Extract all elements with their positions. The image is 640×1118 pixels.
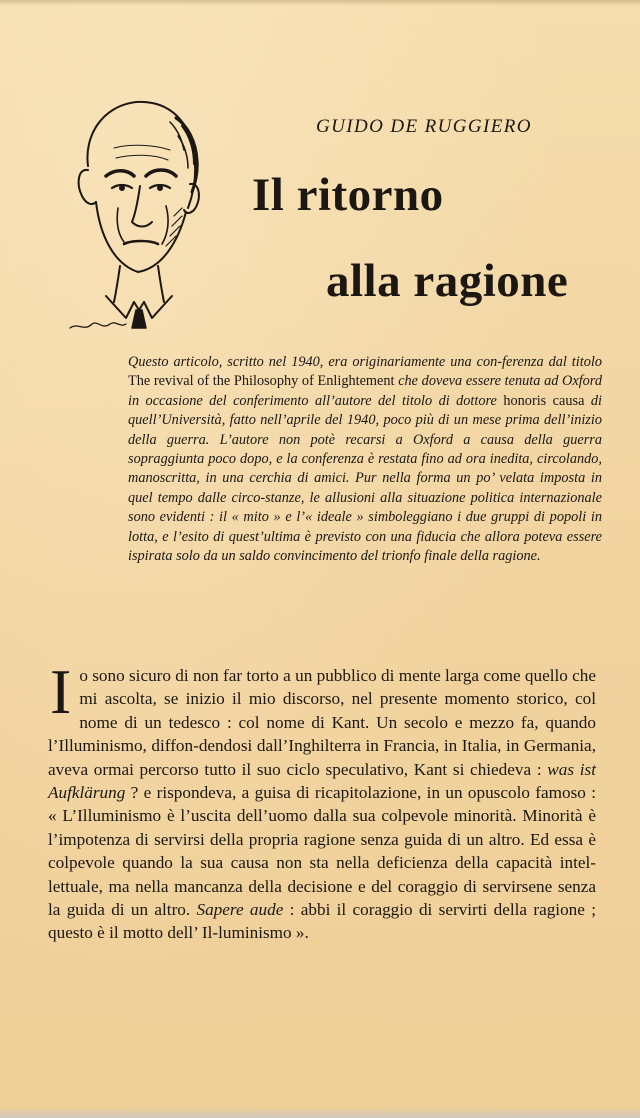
body-sapere-aude: Sapere aude (196, 900, 284, 920)
intro-text-1: Questo articolo, scritto nel 1940, era originariamente una con-ferenza dal titolo (128, 354, 602, 370)
body-text-3: : abbi il coraggio di servirti della ragione ; questo è il motto dell’ Il-luminismo ». (48, 900, 596, 943)
drop-cap: I (50, 656, 72, 727)
body-text-2: ? e rispondeva, a guisa di ricapitolazione, in un opuscolo famoso : « L’Illuminismo è l’uscita dell’uomo dalla sua colpevole minorità. Minorità è l’impotenza di servirsi della propria ragione senza guida di un altro. Ed essa è colpevole quando la sua causa non sta nella deficienza della capacità intel-lettuale, ma nella mancanza della decisione e del coraggio di servirsene senza la guida di un altro. (48, 783, 596, 920)
author-name: GUIDO DE RUGGIERO (316, 116, 532, 137)
page-top-edge (0, 0, 640, 6)
author-portrait-icon (66, 96, 206, 332)
intro-conference-title: The revival of the Philosophy of Enlightement (128, 373, 395, 390)
body-paragraph (48, 656, 596, 945)
article-title-line-2: alla ragione (326, 255, 569, 307)
intro-paragraph (128, 353, 602, 566)
page-bottom-edge (0, 1108, 640, 1118)
intro-text-2: che doveva essere tenuta ad Oxford in occasione del conferimento all’autore del titolo di dottore (128, 373, 602, 409)
article-title-line-1: Il ritorno (252, 169, 444, 221)
intro-honoris-causa: honoris causa (503, 392, 585, 409)
body-text-1: o sono sicuro di non far torto a un pubblico di mente larga come quello che mi ascolta, se inizio il mio discorso, nel presente momento storico, col nome di un tedesco : col nome di Kant. Un secolo e mezzo fa, quando l’Illuminismo, diffon-dendosi dall’Inghilterra in Francia, in Italia, in Germania, aveva ormai percorso tutto il suo ciclo speculativo, Kant si chiedeva : (48, 666, 596, 779)
intro-text-3: di quell’Università, fatto nell’aprile del 1940, poco più di un mese prima dell’inizio della guerra. L’autore non potè recarsi a Oxford a causa della guerra sopraggiunta poco dopo, e la conferenza è restata fino ad ora inedita, circolando, manoscritta, in una cerchia di amici. Pur nella forma un po’ velata imposta in quel tempo dalle circo-stanze, le allusioni alla situazione politica internazionale sono evidenti : il « mito » e l’« ideale » simboleggiano i due gruppi di popoli in lotta, e l’esito di quest’ultima è previsto con una fiducia che allora poteva essere ispirata solo da un saldo convincimento del trionfo finale della ragione. (128, 392, 602, 565)
body-kant-question: was ist Aufklärung (48, 759, 596, 803)
